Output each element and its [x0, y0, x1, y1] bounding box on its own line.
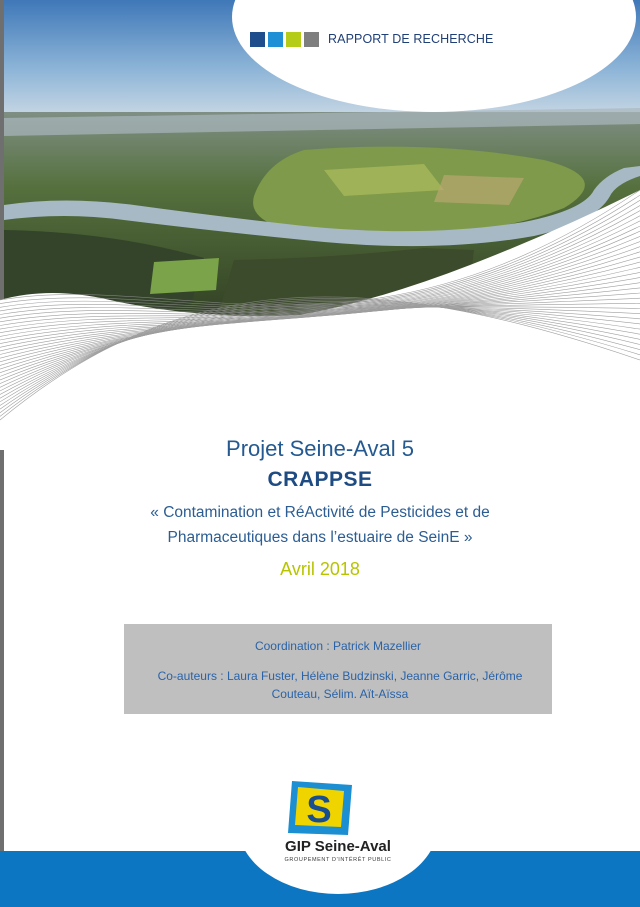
report-type-header — [250, 31, 493, 47]
logo-name: GIP Seine-Aval — [285, 838, 391, 855]
project-acronym: CRAPPSE — [267, 468, 373, 491]
logo-mark-letter: S — [306, 789, 332, 831]
header-square-gray — [304, 32, 319, 47]
report-date: Avril 2018 — [280, 559, 360, 579]
report-type-label: RAPPORT DE RECHERCHE — [328, 32, 494, 46]
authors-box — [124, 624, 552, 714]
project-subtitle — [0, 500, 640, 550]
subtitle-line-2: Pharmaceutiques dans l’estuaire de SeinE » — [167, 529, 473, 546]
logo-tagline: GROUPEMENT D'INTÉRÊT PUBLIC — [284, 857, 392, 863]
gip-seine-aval-logo-icon — [286, 777, 358, 839]
header-square-blue — [268, 32, 283, 47]
coordination-text: Coordination : Patrick Mazellier — [254, 639, 422, 653]
coauthors-line-2: Couteau, Sélim. Aït-Aïssa — [271, 687, 409, 701]
header-square-dark-blue — [250, 32, 265, 47]
decorative-waves — [0, 150, 640, 450]
title-block — [0, 434, 640, 582]
subtitle-line-1: « Contamination et RéActivité de Pesticides et de — [150, 504, 490, 521]
coauthors-line-1: Co-auteurs : Laura Fuster, Hélène Budzinski, Jeanne Garric, Jérôme — [157, 669, 523, 683]
project-title: Projet Seine-Aval 5 — [226, 436, 414, 461]
coauthors-text — [142, 667, 538, 703]
header-square-green — [286, 32, 301, 47]
